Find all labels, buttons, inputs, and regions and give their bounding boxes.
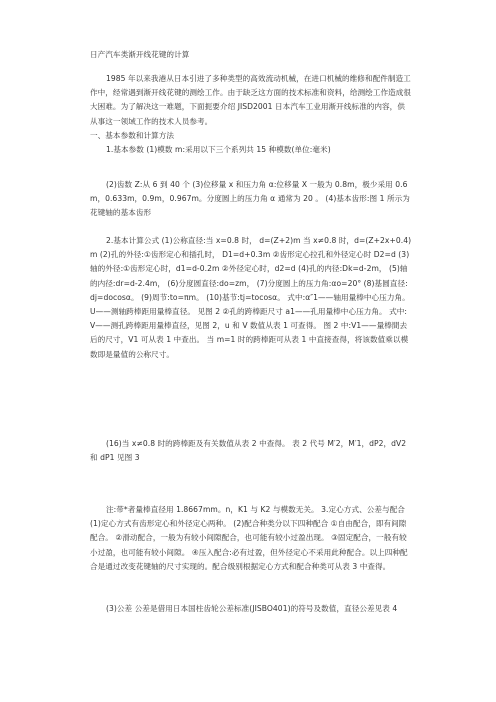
tolerance-paragraph: (3)公差 公差是借用日本国柱齿轮公差标准(JISBO401)的符号及数值，直径公差见表 4	[106, 604, 398, 613]
basic-parameters-paragraph: 1.基本参数 (1)模数 m:采用以下三个系列共 15 种模数(单位:毫米)	[106, 145, 331, 154]
fit-tolerance-paragraph: 注:带*者量棒直径用 1.8667mm。n，K1 与 K2 与模数无关。 3.定心方式、公差与配合 (1)定心方式有齿形定心和外径定心两种。 (2)配合种类分以下四种配合 ①自由配合，即有间隙配合。 ②滑动配合，一般为有较小间隙配合，也可能有较小过盈出现。 ③固定配合，一般有较小过盈，也可能有较小间隙。 ④压入配合:必有过盈，但外径定心不采用此种配合。以上四种配合是通过改变花键轴的尺寸实现的。配合级别根据定心方式和配合种类可从表 3 中查得。	[90, 505, 408, 571]
formulas-paragraph: 2.基本计算公式 (1)公称直径:当 x=0.8 时， d=(Z+2)m 当 x≠0.8 时，d=(Z+2x+0.4)m (2)孔的外径:①齿形定心和插孔时， D1=d+0.3m ②齿形定心拉孔和外径定心时 D2=d (3)轴的外径:①齿形定心时，d1=d-0.2m ②外径定心时，d2=d (4)孔的内径:Dk=d-2m， (5)轴的内径:dr=d-2.4m， (6)分度圆直径:do=zm， (7)分度圆上的压力角:αo=20° (8)基圆直径:dj=docosα。 (9)周节:to=πm。 (10)基节:tj=tocosα。 式中:α″1——轴用量棒中心压力角。 U——测轴跨棒距用量棒直径。 见图 2 ②孔的跨棒距尺寸 a1——孔用量棒中心压力角。 式中:V——测孔跨棒距用量棒直径，见图 2，u 和 V 数值从表 1 可查得。 图 2 中:V1——量棒間去后的尺寸，V1 可从表 1 中查出。 当 m=1 时的跨棒距可从表 1 中直接查得，将该数值乘以模数即是量值的公称尺寸。	[90, 236, 412, 359]
parameters-detail-paragraph: (2)齿数 Z:从 6 到 40 个 (3)位移量 x 和压力角 α:位移量 X 一般为 0.8m，极少采用 0.6m，0.633m，0.9m，0.967m。分度圆上的压力角 α 通常为 20 。 (4)基本齿形:图 1 所示为花键轴的基本齿形	[90, 180, 410, 218]
table2-paragraph: (16)当 x≠0.8 时的跨棒距及有关数值从表 2 中查得。 表 2 代号 M′2，M′1，dP2，dV2 和 dP1 见图 3	[90, 439, 407, 463]
document-title: 日产汽车类渐开线花键的计算	[90, 50, 190, 59]
section-heading: 一、基本参数和计算方法	[90, 131, 175, 140]
intro-paragraph: 1985 年以来我港从日本引进了多种类型的高效流动机械，在进口机械的维修和配件制造工作中，经常遇到渐开线花键的测绘工作。由于缺乏这方面的技术标准和资料，给测绘工作造成很大困难。为了解决这一难题，下面扼要介绍 JISD2001 日本汽车工业用渐开线标准的内容，供从事这一领域工作的技术人员参考。	[90, 74, 412, 126]
